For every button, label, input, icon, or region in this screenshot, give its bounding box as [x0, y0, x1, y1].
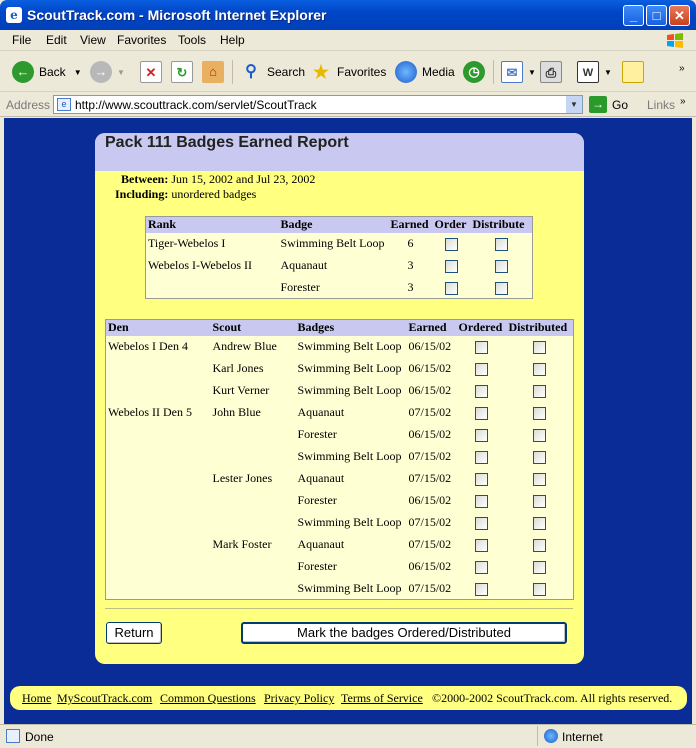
- earned-cell: 6: [407, 236, 414, 250]
- home-button[interactable]: [202, 60, 229, 84]
- distributed-checkbox[interactable]: [533, 363, 546, 376]
- menu-edit[interactable]: Edit: [46, 33, 67, 47]
- col-den: Den: [106, 320, 211, 336]
- messenger-button[interactable]: [622, 60, 649, 84]
- search-label: Search: [267, 65, 306, 79]
- earned-cell: 07/15/02: [408, 471, 452, 485]
- table-header-row: [146, 217, 533, 233]
- windows-logo-icon: [666, 32, 684, 50]
- den-cell: Webelos II Den 5: [108, 405, 193, 419]
- footer-link-myscouttrack[interactable]: MyScoutTrack.com: [57, 691, 153, 705]
- den-cell: [106, 446, 211, 468]
- globe-icon: [544, 729, 558, 743]
- menu-view[interactable]: View: [80, 33, 106, 47]
- earned-cell: 07/15/02: [408, 580, 452, 595]
- footer-link-terms-of-service[interactable]: Terms of Service: [341, 691, 423, 705]
- earned-cell: 07/15/02: [408, 405, 452, 419]
- star-icon: ★: [312, 62, 330, 82]
- scout-cell: [211, 578, 296, 600]
- earned-cell: 07/15/02: [408, 515, 452, 529]
- table-row: [106, 578, 574, 600]
- report-header: [95, 133, 584, 171]
- history-button[interactable]: [463, 60, 490, 84]
- distributed-checkbox[interactable]: [533, 495, 546, 508]
- badge-cell: Forester: [297, 493, 337, 507]
- den-cell: [106, 534, 211, 556]
- media-label: Media: [422, 65, 455, 79]
- status-text: Done: [25, 730, 54, 744]
- distributed-checkbox[interactable]: [533, 429, 546, 442]
- distributed-checkbox[interactable]: [533, 517, 546, 530]
- badge-cell: Aquanaut: [297, 471, 345, 485]
- page-status-icon: [6, 729, 20, 743]
- back-button[interactable]: [12, 60, 82, 84]
- between-label: Between:: [121, 172, 169, 186]
- favorites-button[interactable]: [310, 60, 386, 84]
- chevron-down-icon: ▼: [73, 67, 82, 77]
- divider: [105, 608, 573, 609]
- scout-cell: [211, 446, 296, 468]
- chevron-down-icon: ▼: [117, 67, 125, 77]
- links-overflow-icon[interactable]: »: [680, 96, 686, 107]
- menu-file[interactable]: File: [12, 33, 32, 47]
- ordered-checkbox[interactable]: [475, 341, 488, 354]
- badge-cell: Forester: [280, 279, 320, 294]
- ie-icon: e: [6, 7, 22, 23]
- status-bar: [0, 724, 696, 748]
- toolbar-separator: [493, 60, 494, 84]
- security-zone: [537, 726, 689, 746]
- badge-cell: Swimming Belt Loop: [297, 515, 402, 529]
- distributed-checkbox[interactable]: [533, 451, 546, 464]
- distribute-checkbox[interactable]: [495, 238, 508, 251]
- badge-cell: Forester: [297, 559, 337, 573]
- den-detail-table: [105, 319, 574, 600]
- note-icon: [622, 61, 644, 83]
- earned-cell: 3: [407, 279, 414, 294]
- toolbar-separator: [232, 60, 233, 84]
- address-url: http://www.scouttrack.com/servlet/ScoutTrack: [75, 98, 317, 112]
- col-order: Order: [433, 217, 471, 233]
- badge-cell: Swimming Belt Loop: [297, 339, 402, 353]
- col-badges: Badges: [296, 320, 407, 336]
- footer-link-common-questions[interactable]: Common Questions: [160, 691, 256, 705]
- ordered-checkbox[interactable]: [475, 429, 488, 442]
- ordered-checkbox[interactable]: [475, 385, 488, 398]
- earned-cell: 06/15/02: [408, 493, 452, 507]
- footer-link-home[interactable]: Home: [22, 691, 52, 705]
- table-row: [106, 468, 574, 490]
- search-button[interactable]: [240, 60, 305, 84]
- ordered-checkbox[interactable]: [475, 517, 488, 530]
- table-row: [106, 490, 574, 512]
- toolbar: [0, 52, 696, 92]
- page-icon: e: [57, 98, 71, 111]
- den-cell: [106, 468, 211, 490]
- window-title-bar[interactable]: [0, 0, 696, 30]
- ordered-checkbox[interactable]: [475, 561, 488, 574]
- print-button[interactable]: [540, 60, 567, 84]
- close-button[interactable]: ✕: [669, 5, 690, 26]
- badge-cell: Swimming Belt Loop: [280, 236, 385, 250]
- window-title: ScoutTrack.com - Microsoft Internet Explorer: [27, 7, 327, 23]
- address-input[interactable]: [53, 95, 583, 114]
- site-footer: [10, 686, 687, 710]
- earned-cell: 06/15/02: [408, 427, 452, 441]
- mail-button[interactable]: [501, 60, 536, 84]
- report-panel: [95, 133, 584, 664]
- menu-favorites[interactable]: Favorites: [117, 33, 167, 47]
- filter-info: [115, 187, 256, 202]
- date-range: [121, 172, 315, 187]
- order-checkbox[interactable]: [445, 238, 458, 251]
- scout-cell: John Blue: [212, 405, 261, 419]
- badge-cell: Aquanaut: [280, 258, 328, 272]
- address-label: Address: [6, 98, 51, 112]
- media-button[interactable]: [395, 60, 455, 84]
- distributed-checkbox[interactable]: [533, 341, 546, 354]
- return-button[interactable]: Return: [106, 622, 162, 644]
- copyright-text: ©2000-2002 ScoutTrack.com. All rights reserved.: [432, 691, 673, 705]
- earned-cell: 06/15/02: [408, 339, 452, 353]
- col-scout: Scout: [211, 320, 296, 336]
- scout-cell: Karl Jones: [212, 361, 264, 375]
- distributed-checkbox[interactable]: [533, 539, 546, 552]
- table-row: [106, 402, 574, 424]
- scout-cell: [211, 556, 296, 578]
- badge-cell: Forester: [297, 427, 337, 441]
- den-cell: [106, 578, 211, 600]
- earned-cell: 3: [407, 258, 414, 272]
- table-row: [106, 556, 574, 578]
- distributed-checkbox[interactable]: [533, 583, 546, 596]
- rank-cell: Webelos I-Webelos II: [148, 258, 253, 272]
- menu-help[interactable]: Help: [220, 33, 245, 47]
- col-rank: Rank: [146, 217, 279, 233]
- badge-cell: Aquanaut: [297, 405, 345, 419]
- go-button[interactable]: [589, 96, 628, 113]
- earned-cell: 07/15/02: [408, 537, 452, 551]
- den-cell: [106, 424, 211, 446]
- refresh-button[interactable]: [171, 60, 198, 84]
- favorites-label: Favorites: [337, 65, 387, 79]
- table-row: [106, 336, 574, 358]
- toolbar-overflow-icon[interactable]: »: [679, 62, 685, 74]
- table-header-row: [106, 320, 574, 336]
- distributed-checkbox[interactable]: [533, 407, 546, 420]
- search-icon: ⚲: [245, 63, 257, 80]
- home-icon: ⌂: [202, 61, 224, 83]
- links-button[interactable]: Links: [647, 98, 676, 112]
- scout-cell: [211, 512, 296, 534]
- forward-arrow-icon: →: [90, 61, 112, 83]
- back-arrow-icon: ←: [12, 61, 34, 83]
- report-title: Pack 111 Badges Earned Report: [105, 134, 349, 151]
- distributed-checkbox[interactable]: [533, 473, 546, 486]
- address-bar: [0, 93, 696, 117]
- go-arrow-icon: →: [589, 96, 607, 113]
- back-label: Back: [39, 65, 66, 79]
- scout-cell: [211, 424, 296, 446]
- ordered-checkbox[interactable]: [475, 583, 488, 596]
- order-checkbox[interactable]: [445, 282, 458, 295]
- badge-cell: Swimming Belt Loop: [297, 580, 402, 595]
- ordered-checkbox[interactable]: [475, 473, 488, 486]
- minimize-button[interactable]: _: [623, 5, 644, 26]
- distribute-checkbox[interactable]: [495, 282, 508, 295]
- ordered-checkbox[interactable]: [475, 407, 488, 420]
- table-row: [146, 277, 533, 299]
- badge-cell: Swimming Belt Loop: [297, 361, 402, 375]
- ordered-checkbox[interactable]: [475, 539, 488, 552]
- col-badge: Badge: [279, 217, 389, 233]
- earned-cell: 07/15/02: [408, 449, 452, 463]
- col-earned: Earned: [389, 217, 433, 233]
- order-checkbox[interactable]: [445, 260, 458, 273]
- distribute-checkbox[interactable]: [495, 260, 508, 273]
- menu-bar: [0, 30, 696, 51]
- page-content: [4, 118, 692, 724]
- zone-label: Internet: [562, 730, 603, 744]
- rank-summary-table: [145, 216, 533, 299]
- distributed-checkbox[interactable]: [533, 561, 546, 574]
- maximize-button[interactable]: □: [646, 5, 667, 26]
- footer-link-privacy-policy[interactable]: Privacy Policy: [264, 691, 335, 705]
- earned-cell: 06/15/02: [408, 559, 452, 573]
- table-row: [106, 512, 574, 534]
- table-row: [146, 255, 533, 277]
- col-distribute: Distribute: [471, 217, 533, 233]
- col-earned: Earned: [407, 320, 457, 336]
- menu-tools[interactable]: Tools: [178, 33, 207, 47]
- word-icon: W: [577, 61, 599, 83]
- den-cell: [106, 358, 211, 380]
- scout-cell: Lester Jones: [212, 471, 273, 485]
- badge-cell: Aquanaut: [297, 537, 345, 551]
- chevron-down-icon: ▼: [604, 67, 612, 77]
- table-row: [106, 424, 574, 446]
- media-globe-icon: [395, 61, 417, 83]
- table-row: [146, 233, 533, 255]
- go-label: Go: [612, 97, 629, 112]
- badge-cell: Swimming Belt Loop: [297, 383, 402, 397]
- table-row: [106, 358, 574, 380]
- den-cell: [106, 512, 211, 534]
- table-row: [106, 446, 574, 468]
- scout-cell: [211, 490, 296, 512]
- den-cell: [106, 380, 211, 402]
- address-dropdown-icon[interactable]: ▼: [566, 96, 582, 113]
- table-row: [106, 534, 574, 556]
- badge-cell: Swimming Belt Loop: [297, 449, 402, 463]
- including-label: Including:: [115, 187, 169, 201]
- refresh-icon: ↻: [171, 61, 193, 83]
- den-cell: Webelos I Den 4: [108, 339, 189, 353]
- including-value: unordered badges: [171, 187, 257, 201]
- col-ordered: Ordered: [457, 320, 507, 336]
- table-row: [106, 380, 574, 402]
- between-value: Jun 15, 2002 and Jul 23, 2002: [171, 172, 316, 186]
- forward-button[interactable]: [90, 60, 125, 84]
- earned-cell: 06/15/02: [408, 361, 452, 375]
- edit-button[interactable]: [577, 60, 612, 84]
- history-icon: ◷: [463, 61, 485, 83]
- scout-cell: Kurt Verner: [212, 383, 270, 397]
- ordered-checkbox[interactable]: [475, 495, 488, 508]
- printer-icon: ⎙: [540, 61, 562, 83]
- chevron-down-icon: ▼: [528, 67, 536, 77]
- earned-cell: 06/15/02: [408, 383, 452, 397]
- den-cell: [106, 556, 211, 578]
- mail-icon: ✉: [501, 61, 523, 83]
- rank-cell: Tiger-Webelos I: [148, 236, 226, 250]
- mark-ordered-distributed-button[interactable]: Mark the badges Ordered/Distributed: [241, 622, 567, 644]
- stop-icon: ✕: [140, 61, 162, 83]
- col-distributed: Distributed: [507, 320, 574, 336]
- rank-cell: [146, 277, 279, 299]
- scout-cell: Mark Foster: [212, 537, 272, 551]
- ordered-checkbox[interactable]: [475, 451, 488, 464]
- ordered-checkbox[interactable]: [475, 363, 488, 376]
- scout-cell: Andrew Blue: [212, 339, 277, 353]
- distributed-checkbox[interactable]: [533, 385, 546, 398]
- den-cell: [106, 490, 211, 512]
- stop-button[interactable]: [140, 60, 167, 84]
